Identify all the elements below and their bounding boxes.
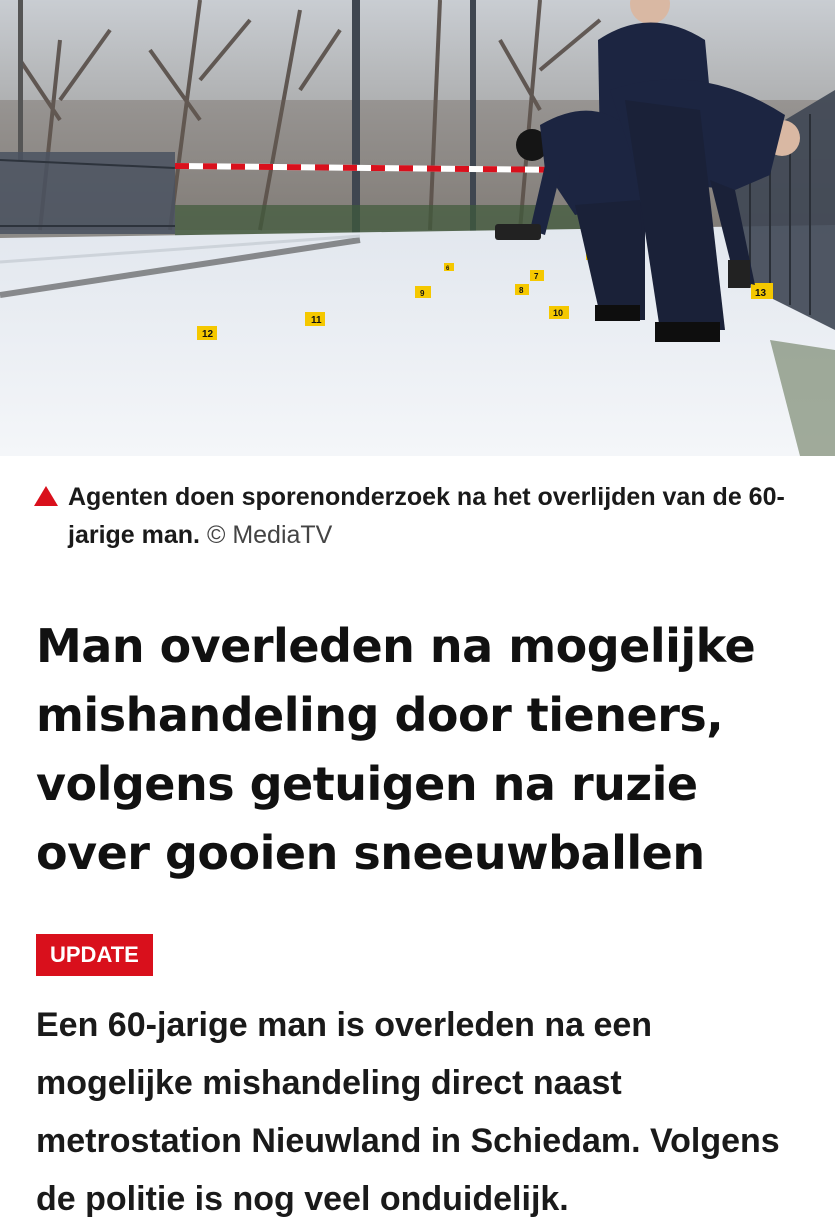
caption-text: Agenten doen sporenonderzoek na het overlijden van de 60-jarige man.: [68, 483, 785, 549]
photo-scene: [0, 0, 835, 456]
article-headline: Man overleden na mogelijke mishandeling door tieners, volgens getuigen na ruzie over gooien sneeuwballen: [36, 619, 756, 880]
evidence-marker-10: 10: [553, 308, 564, 318]
evidence-marker-12: 12: [202, 329, 214, 340]
article-intro: Een 60-jarige man is overleden na een mogelijke mishandeling direct naast metrostation Nieuwland in Schiedam. Volgens de politie is nog veel onduidelijk.: [36, 1006, 780, 1218]
caption-triangle-icon: [34, 486, 58, 506]
article-photo[interactable]: [0, 0, 835, 456]
evidence-marker-9: 9: [420, 289, 425, 298]
evidence-marker-11: 11: [311, 315, 322, 326]
evidence-marker-7: 7: [534, 272, 539, 281]
photo-caption: [0, 456, 835, 556]
caption-credit: © MediaTV: [206, 521, 333, 549]
update-badge: UPDATE: [36, 934, 153, 976]
evidence-marker-6: 6: [446, 266, 450, 272]
evidence-marker-8: 8: [519, 286, 524, 295]
evidence-marker-13: 13: [755, 288, 767, 299]
